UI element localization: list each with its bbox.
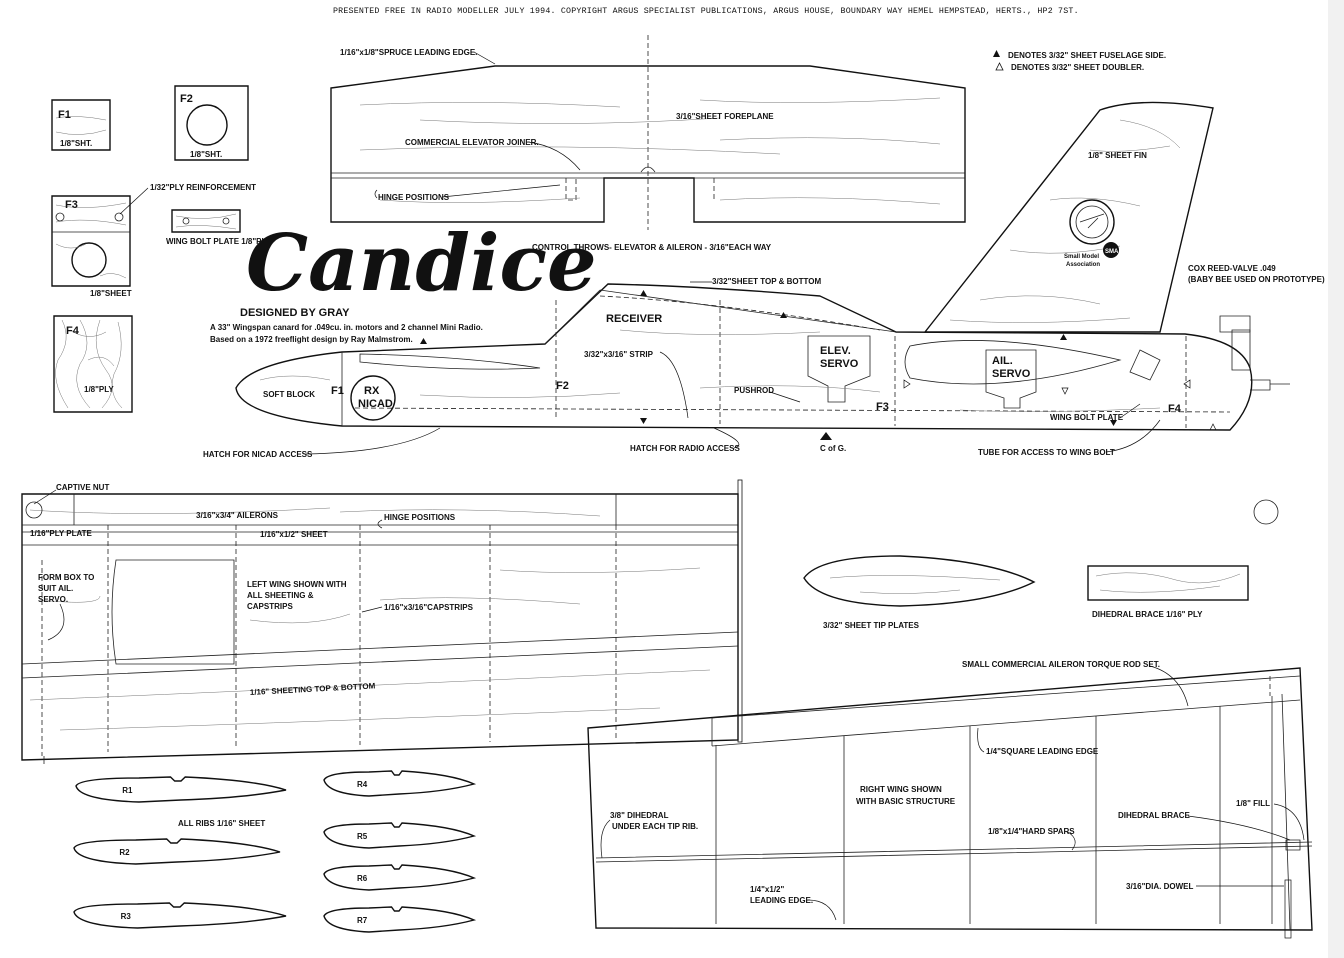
ply-reinforcement-label: 1/32"PLY REINFORCEMENT (150, 183, 257, 192)
rib-label-6: R6 (357, 874, 368, 883)
fin-label: 1/8" SHEET FIN (1088, 151, 1147, 160)
left-wing-note-1: LEFT WING SHOWN WITH (247, 580, 347, 589)
strip-label: 3/32"x3/16" STRIP (584, 350, 653, 359)
sma-decal-line2: Association (1066, 262, 1101, 268)
dihedral-line1: 3/8" DIHEDRAL (610, 811, 669, 820)
elev-servo-line2: SERVO (820, 358, 859, 370)
spars-label: 1/8"x1/4"HARD SPARS (988, 827, 1075, 836)
page-edge (1328, 0, 1344, 958)
ail-servo-line1: AIL. (992, 355, 1013, 367)
ailerons-label: 3/16"x3/4" AILERONS (196, 511, 278, 520)
le-square-label: 1/4"SQUARE LEADING EDGE (986, 747, 1099, 756)
ail-servo-line2: SERVO (992, 368, 1031, 380)
former-f2-material: 1/8"SHT. (190, 150, 223, 159)
foreplane-hinge-label: HINGE POSITIONS (378, 193, 450, 202)
foreplane-le-label: 1/16"x1/8"SPRUCE LEADING EDGE. (340, 48, 478, 57)
dihedral-line2: UNDER EACH TIP RIB. (612, 822, 699, 831)
capstrips-label: 1/16"x3/16"CAPSTRIPS (384, 603, 473, 612)
fuselage-f2-label: F2 (556, 380, 569, 392)
foreplane-sheet-label: 3/16"SHEET FOREPLANE (676, 112, 774, 121)
former-f2-label: F2 (180, 93, 193, 105)
left-wing-note-3: CAPSTRIPS (247, 602, 293, 611)
hatch-nicad-label: HATCH FOR NICAD ACCESS (203, 450, 313, 459)
sheeting-label: 1/16" SHEETING TOP & BOTTOM (249, 681, 376, 697)
pushrod-label: PUSHROD (734, 386, 775, 395)
sma-badge-text: SMA (1105, 249, 1119, 255)
former-f4-material: 1/8"PLY (84, 385, 114, 394)
left-wing-note-2: ALL SHEETING & (247, 591, 314, 600)
legend-open: DENOTES 3/32" SHEET DOUBLER. (1011, 63, 1145, 72)
former-f1-label: F1 (58, 109, 71, 121)
control-throws-note: CONTROL THROWS- ELEVATOR & AILERON - 3/16"EACH WAY (532, 243, 772, 252)
captive-nut-label: CAPTIVE NUT (56, 483, 110, 492)
right-wing-note-2: WITH BASIC STRUCTURE (856, 797, 956, 806)
elev-servo-line1: ELEV. (820, 345, 851, 357)
dihedral-brace-label: DIHEDRAL BRACE 1/16" PLY (1092, 610, 1203, 619)
ribs-note: ALL RIBS 1/16" SHEET (178, 819, 266, 828)
description-2: Based on a 1972 freeflight design by Ray Malmstrom. (210, 335, 413, 344)
dowel-label: 3/16"DIA. DOWEL (1126, 882, 1194, 891)
fuselage-f3-label: F3 (876, 401, 889, 413)
designer: DESIGNED BY GRAY (240, 307, 350, 319)
top-bottom-label: 3/32"SHEET TOP & BOTTOM (712, 277, 822, 286)
brace-label: DIHEDRAL BRACE (1118, 811, 1190, 820)
rib-label-4: R4 (357, 780, 368, 789)
rib-label-7: R7 (357, 916, 368, 925)
soft-block-label: SOFT BLOCK (263, 390, 315, 399)
form-box-line1: FORM BOX TO (38, 573, 95, 582)
right-wing-note-1: RIGHT WING SHOWN (860, 785, 942, 794)
former-f1-material: 1/8"SHT. (60, 139, 93, 148)
rx-label: RX (364, 385, 380, 397)
former-f3-label: F3 (65, 199, 78, 211)
te-sheet-label: 1/16"x1/2" SHEET (260, 530, 328, 539)
cofg-label: C of G. (820, 444, 847, 453)
nicad-label: NICAD (358, 398, 393, 410)
form-box-line3: SERVO. (38, 595, 69, 604)
tube-label: TUBE FOR ACCESS TO WING BOLT (978, 448, 1115, 457)
legend-solid: DENOTES 3/32" SHEET FUSELAGE SIDE. (1008, 51, 1167, 60)
rib-label-1: R1 (122, 786, 133, 795)
elevator-joiner-label: COMMERCIAL ELEVATOR JOINER. (405, 138, 539, 147)
form-box-line2: SUIT AIL. (38, 584, 74, 593)
wing-hinge-label: HINGE POSITIONS (384, 513, 456, 522)
fuselage-f1-label: F1 (331, 385, 344, 397)
wing-bolt-plate-label: WING BOLT PLATE 1/8"PLY (166, 237, 271, 246)
fuselage-f4-label: F4 (1168, 403, 1181, 415)
rib-label-5: R5 (357, 832, 368, 841)
engine-line1: COX REED-VALVE .049 (1188, 264, 1276, 273)
former-f4-label: F4 (66, 325, 79, 337)
tip-plates-label: 3/32" SHEET TIP PLATES (823, 621, 919, 630)
le-line2: LEADING EDGE. (750, 896, 814, 905)
torque-rod-label: SMALL COMMERCIAL AILERON TORQUE ROD SET. (962, 660, 1160, 669)
engine-line2: (BABY BEE USED ON PROTOTYPE) (1188, 275, 1325, 284)
receiver-label: RECEIVER (606, 313, 663, 325)
rib-label-3: R3 (120, 912, 131, 921)
model-title: Candice (246, 218, 597, 309)
fill-label: 1/8" FILL (1236, 799, 1271, 808)
rib-label-2: R2 (119, 848, 130, 857)
hatch-radio-label: HATCH FOR RADIO ACCESS (630, 444, 740, 453)
ply-plate-label: 1/16"PLY PLATE (30, 529, 92, 538)
fuselage-wing-bolt-label: WING BOLT PLATE (1050, 413, 1124, 422)
former-f3-material: 1/8"SHEET (90, 289, 132, 298)
le-line1: 1/4"x1/2" (750, 885, 785, 894)
description-1: A 33" Wingspan canard for .049cu. in. motors and 2 channel Mini Radio. (210, 323, 483, 332)
copyright-header: PRESENTED FREE IN RADIO MODELLER JULY 1994. COPYRIGHT ARGUS SPECIALIST PUBLICATIONS, ARGUS HOUSE, BOUNDARY WAY HEMEL HEMPSTEAD, HERTS., HP2 7ST. (333, 7, 1079, 16)
sma-decal-line1: Small Model (1064, 254, 1100, 260)
